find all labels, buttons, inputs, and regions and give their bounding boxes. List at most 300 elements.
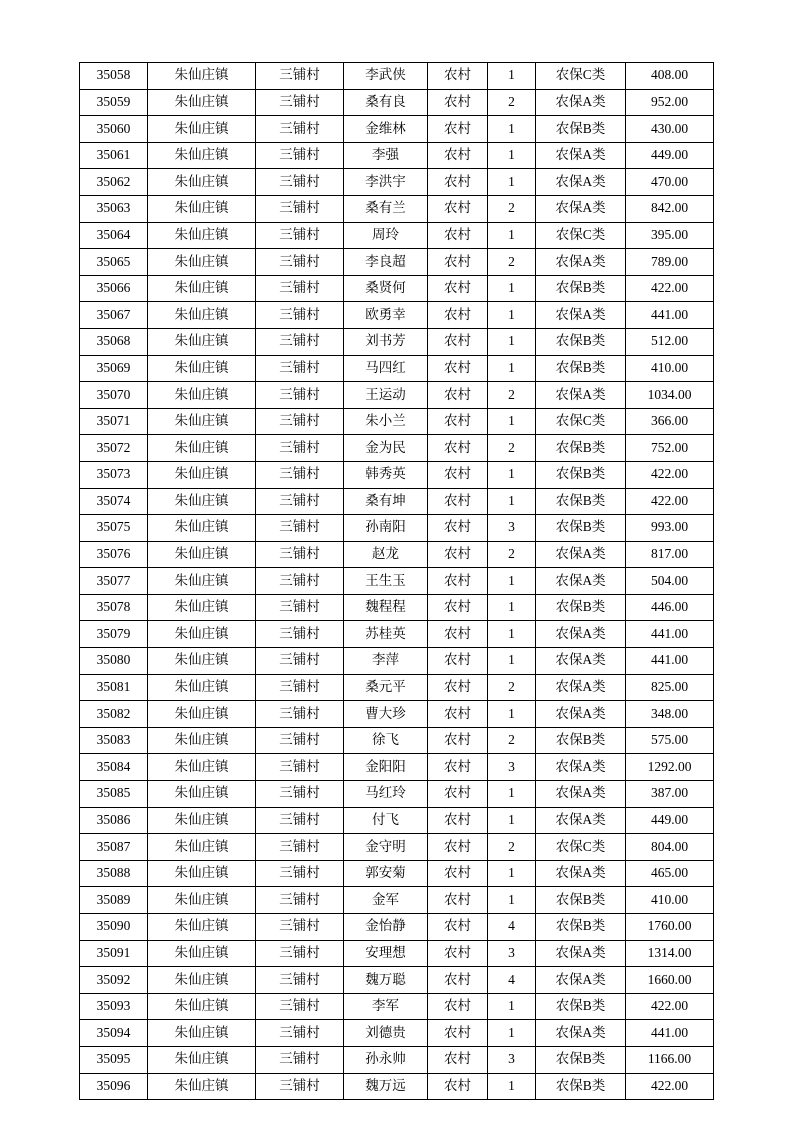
row-town: 朱仙庄镇 [148,222,256,249]
row-person-count: 1 [488,568,536,595]
row-amount: 1314.00 [626,940,714,967]
row-name: 金军 [344,887,428,914]
row-amount: 410.00 [626,887,714,914]
row-name: 李良超 [344,249,428,276]
row-person-count: 2 [488,834,536,861]
row-amount: 1760.00 [626,914,714,941]
row-household-type: 农村 [428,275,488,302]
row-village: 三铺村 [256,1046,344,1073]
row-insurance-category: 农保A类 [536,249,626,276]
row-village: 三铺村 [256,701,344,728]
row-household-type: 农村 [428,1046,488,1073]
row-town: 朱仙庄镇 [148,1020,256,1047]
row-household-type: 农村 [428,860,488,887]
row-village: 三铺村 [256,940,344,967]
table-row [80,701,714,728]
row-id: 35070 [80,382,148,409]
table-row [80,169,714,196]
row-town: 朱仙庄镇 [148,435,256,462]
row-town: 朱仙庄镇 [148,648,256,675]
row-town: 朱仙庄镇 [148,249,256,276]
row-insurance-category: 农保B类 [536,355,626,382]
row-village: 三铺村 [256,408,344,435]
row-insurance-category: 农保B类 [536,435,626,462]
row-name: 桑有兰 [344,195,428,222]
row-person-count: 1 [488,887,536,914]
row-village: 三铺村 [256,993,344,1020]
row-household-type: 农村 [428,887,488,914]
row-village: 三铺村 [256,435,344,462]
row-town: 朱仙庄镇 [148,195,256,222]
row-amount: 993.00 [626,515,714,542]
row-person-count: 1 [488,355,536,382]
row-person-count: 1 [488,63,536,90]
row-amount: 825.00 [626,674,714,701]
row-person-count: 1 [488,142,536,169]
row-village: 三铺村 [256,914,344,941]
row-town: 朱仙庄镇 [148,1046,256,1073]
row-insurance-category: 农保B类 [536,328,626,355]
row-insurance-category: 农保B类 [536,275,626,302]
row-household-type: 农村 [428,461,488,488]
row-village: 三铺村 [256,249,344,276]
row-household-type: 农村 [428,63,488,90]
row-household-type: 农村 [428,249,488,276]
row-name: 桑有良 [344,89,428,116]
row-town: 朱仙庄镇 [148,860,256,887]
row-household-type: 农村 [428,302,488,329]
row-name: 朱小兰 [344,408,428,435]
row-id: 35060 [80,116,148,143]
row-name: 孙永帅 [344,1046,428,1073]
row-village: 三铺村 [256,382,344,409]
row-household-type: 农村 [428,169,488,196]
table-row [80,754,714,781]
subsidy-table [79,62,714,1100]
row-town: 朱仙庄镇 [148,993,256,1020]
row-household-type: 农村 [428,222,488,249]
row-insurance-category: 农保B类 [536,116,626,143]
row-insurance-category: 农保A类 [536,541,626,568]
table-row [80,860,714,887]
row-name: 金守明 [344,834,428,861]
table-row [80,142,714,169]
row-person-count: 1 [488,488,536,515]
row-name: 马红玲 [344,781,428,808]
row-person-count: 2 [488,727,536,754]
row-town: 朱仙庄镇 [148,275,256,302]
table-row [80,940,714,967]
row-name: 马四红 [344,355,428,382]
row-amount: 504.00 [626,568,714,595]
row-id: 35058 [80,63,148,90]
row-person-count: 1 [488,594,536,621]
table-row [80,781,714,808]
row-village: 三铺村 [256,860,344,887]
row-id: 35077 [80,568,148,595]
row-person-count: 1 [488,993,536,1020]
row-person-count: 2 [488,674,536,701]
row-amount: 1660.00 [626,967,714,994]
row-person-count: 1 [488,461,536,488]
row-insurance-category: 农保B类 [536,993,626,1020]
row-id: 35092 [80,967,148,994]
row-id: 35083 [80,727,148,754]
row-amount: 1034.00 [626,382,714,409]
row-town: 朱仙庄镇 [148,887,256,914]
row-village: 三铺村 [256,302,344,329]
row-town: 朱仙庄镇 [148,621,256,648]
row-household-type: 农村 [428,89,488,116]
row-id: 35079 [80,621,148,648]
row-insurance-category: 农保A类 [536,1020,626,1047]
row-person-count: 1 [488,169,536,196]
row-person-count: 1 [488,1073,536,1100]
row-name: 李军 [344,993,428,1020]
row-person-count: 3 [488,515,536,542]
row-town: 朱仙庄镇 [148,727,256,754]
row-id: 35087 [80,834,148,861]
row-amount: 842.00 [626,195,714,222]
row-insurance-category: 农保A类 [536,674,626,701]
row-name: 周玲 [344,222,428,249]
row-village: 三铺村 [256,834,344,861]
row-village: 三铺村 [256,727,344,754]
row-amount: 422.00 [626,461,714,488]
row-town: 朱仙庄镇 [148,754,256,781]
row-id: 35085 [80,781,148,808]
row-insurance-category: 农保B类 [536,1073,626,1100]
row-insurance-category: 农保A类 [536,302,626,329]
row-id: 35067 [80,302,148,329]
row-person-count: 1 [488,1020,536,1047]
row-name: 徐飞 [344,727,428,754]
row-town: 朱仙庄镇 [148,674,256,701]
row-household-type: 农村 [428,515,488,542]
row-town: 朱仙庄镇 [148,568,256,595]
table-row [80,275,714,302]
row-village: 三铺村 [256,568,344,595]
row-id: 35072 [80,435,148,462]
row-id: 35089 [80,887,148,914]
row-amount: 512.00 [626,328,714,355]
row-household-type: 农村 [428,914,488,941]
row-name: 王生玉 [344,568,428,595]
row-id: 35062 [80,169,148,196]
row-id: 35091 [80,940,148,967]
row-person-count: 1 [488,860,536,887]
table-row [80,488,714,515]
row-person-count: 2 [488,541,536,568]
row-amount: 465.00 [626,860,714,887]
row-insurance-category: 农保B类 [536,594,626,621]
row-insurance-category: 农保B类 [536,515,626,542]
row-village: 三铺村 [256,887,344,914]
row-name: 桑元平 [344,674,428,701]
row-insurance-category: 农保A类 [536,621,626,648]
table-row [80,461,714,488]
table-body [80,63,714,1100]
table-row [80,515,714,542]
row-town: 朱仙庄镇 [148,302,256,329]
row-name: 金为民 [344,435,428,462]
row-name: 赵龙 [344,541,428,568]
table-row [80,967,714,994]
row-insurance-category: 农保A类 [536,648,626,675]
row-id: 35064 [80,222,148,249]
row-town: 朱仙庄镇 [148,328,256,355]
row-insurance-category: 农保B类 [536,1046,626,1073]
row-amount: 441.00 [626,302,714,329]
row-village: 三铺村 [256,967,344,994]
row-person-count: 2 [488,435,536,462]
row-insurance-category: 农保B类 [536,914,626,941]
row-id: 35068 [80,328,148,355]
row-village: 三铺村 [256,807,344,834]
row-name: 安理想 [344,940,428,967]
row-amount: 441.00 [626,648,714,675]
row-name: 郭安菊 [344,860,428,887]
row-amount: 348.00 [626,701,714,728]
row-name: 李武侠 [344,63,428,90]
row-village: 三铺村 [256,461,344,488]
row-insurance-category: 农保B类 [536,727,626,754]
row-name: 桑有坤 [344,488,428,515]
row-person-count: 2 [488,89,536,116]
row-village: 三铺村 [256,355,344,382]
row-id: 35074 [80,488,148,515]
row-amount: 446.00 [626,594,714,621]
row-insurance-category: 农保B类 [536,461,626,488]
row-id: 35076 [80,541,148,568]
row-amount: 952.00 [626,89,714,116]
row-amount: 422.00 [626,488,714,515]
row-person-count: 1 [488,222,536,249]
row-amount: 789.00 [626,249,714,276]
row-name: 孙南阳 [344,515,428,542]
row-household-type: 农村 [428,993,488,1020]
row-household-type: 农村 [428,116,488,143]
row-household-type: 农村 [428,435,488,462]
table-row [80,993,714,1020]
row-name: 李洪宇 [344,169,428,196]
table-row [80,408,714,435]
row-person-count: 1 [488,302,536,329]
row-town: 朱仙庄镇 [148,940,256,967]
row-household-type: 农村 [428,195,488,222]
row-amount: 422.00 [626,1073,714,1100]
row-person-count: 2 [488,382,536,409]
row-id: 35086 [80,807,148,834]
row-village: 三铺村 [256,169,344,196]
row-person-count: 1 [488,807,536,834]
row-id: 35096 [80,1073,148,1100]
row-household-type: 农村 [428,967,488,994]
row-amount: 422.00 [626,275,714,302]
row-insurance-category: 农保A类 [536,807,626,834]
row-id: 35059 [80,89,148,116]
row-id: 35063 [80,195,148,222]
row-amount: 752.00 [626,435,714,462]
table-row [80,328,714,355]
row-village: 三铺村 [256,63,344,90]
row-household-type: 农村 [428,594,488,621]
row-name: 欧勇幸 [344,302,428,329]
table-row [80,355,714,382]
row-household-type: 农村 [428,1073,488,1100]
row-household-type: 农村 [428,754,488,781]
row-name: 魏万聪 [344,967,428,994]
row-amount: 817.00 [626,541,714,568]
row-household-type: 农村 [428,355,488,382]
row-household-type: 农村 [428,674,488,701]
row-id: 35071 [80,408,148,435]
row-town: 朱仙庄镇 [148,967,256,994]
row-household-type: 农村 [428,142,488,169]
row-name: 李强 [344,142,428,169]
row-town: 朱仙庄镇 [148,169,256,196]
row-village: 三铺村 [256,515,344,542]
row-id: 35080 [80,648,148,675]
row-id: 35094 [80,1020,148,1047]
row-insurance-category: 农保A类 [536,701,626,728]
row-amount: 441.00 [626,1020,714,1047]
row-id: 35093 [80,993,148,1020]
row-village: 三铺村 [256,621,344,648]
table-row [80,648,714,675]
table-row [80,222,714,249]
row-town: 朱仙庄镇 [148,142,256,169]
row-town: 朱仙庄镇 [148,382,256,409]
row-village: 三铺村 [256,142,344,169]
row-household-type: 农村 [428,621,488,648]
row-amount: 395.00 [626,222,714,249]
row-name: 韩秀英 [344,461,428,488]
row-name: 付飞 [344,807,428,834]
row-amount: 470.00 [626,169,714,196]
row-town: 朱仙庄镇 [148,914,256,941]
row-insurance-category: 农保A类 [536,169,626,196]
row-household-type: 农村 [428,940,488,967]
row-household-type: 农村 [428,781,488,808]
row-household-type: 农村 [428,408,488,435]
row-household-type: 农村 [428,382,488,409]
row-name: 刘书芳 [344,328,428,355]
row-household-type: 农村 [428,648,488,675]
row-person-count: 3 [488,940,536,967]
row-amount: 449.00 [626,142,714,169]
row-village: 三铺村 [256,674,344,701]
row-id: 35090 [80,914,148,941]
table-row [80,382,714,409]
row-insurance-category: 农保C类 [536,408,626,435]
row-id: 35095 [80,1046,148,1073]
row-insurance-category: 农保A类 [536,967,626,994]
row-id: 35088 [80,860,148,887]
row-village: 三铺村 [256,541,344,568]
row-person-count: 1 [488,701,536,728]
table-row [80,116,714,143]
row-amount: 441.00 [626,621,714,648]
row-insurance-category: 农保A类 [536,860,626,887]
table-row [80,249,714,276]
row-person-count: 1 [488,781,536,808]
row-name: 金阳阳 [344,754,428,781]
row-insurance-category: 农保B类 [536,887,626,914]
table-row [80,887,714,914]
row-town: 朱仙庄镇 [148,116,256,143]
table-row [80,435,714,462]
row-person-count: 3 [488,1046,536,1073]
row-town: 朱仙庄镇 [148,807,256,834]
row-town: 朱仙庄镇 [148,1073,256,1100]
row-household-type: 农村 [428,701,488,728]
row-town: 朱仙庄镇 [148,63,256,90]
row-person-count: 1 [488,648,536,675]
table-row [80,63,714,90]
table-row [80,621,714,648]
row-town: 朱仙庄镇 [148,834,256,861]
row-household-type: 农村 [428,834,488,861]
row-household-type: 农村 [428,488,488,515]
row-person-count: 1 [488,328,536,355]
row-amount: 422.00 [626,993,714,1020]
row-insurance-category: 农保A类 [536,382,626,409]
row-amount: 366.00 [626,408,714,435]
row-id: 35066 [80,275,148,302]
row-village: 三铺村 [256,195,344,222]
row-insurance-category: 农保A类 [536,940,626,967]
row-village: 三铺村 [256,116,344,143]
row-insurance-category: 农保B类 [536,488,626,515]
table-row [80,1046,714,1073]
row-insurance-category: 农保A类 [536,195,626,222]
row-amount: 804.00 [626,834,714,861]
row-name: 魏万远 [344,1073,428,1100]
row-household-type: 农村 [428,568,488,595]
row-amount: 408.00 [626,63,714,90]
row-name: 曹大珍 [344,701,428,728]
row-village: 三铺村 [256,648,344,675]
row-person-count: 4 [488,914,536,941]
row-insurance-category: 农保A类 [536,568,626,595]
row-village: 三铺村 [256,1020,344,1047]
row-person-count: 1 [488,275,536,302]
row-insurance-category: 农保C类 [536,834,626,861]
row-insurance-category: 农保A类 [536,142,626,169]
row-id: 35075 [80,515,148,542]
row-person-count: 1 [488,621,536,648]
row-town: 朱仙庄镇 [148,594,256,621]
row-household-type: 农村 [428,1020,488,1047]
row-village: 三铺村 [256,488,344,515]
table-row [80,807,714,834]
row-amount: 575.00 [626,727,714,754]
row-person-count: 4 [488,967,536,994]
table-row [80,674,714,701]
row-name: 魏程程 [344,594,428,621]
row-town: 朱仙庄镇 [148,461,256,488]
row-village: 三铺村 [256,1073,344,1100]
row-amount: 449.00 [626,807,714,834]
row-town: 朱仙庄镇 [148,541,256,568]
row-person-count: 2 [488,249,536,276]
row-insurance-category: 农保A类 [536,781,626,808]
row-amount: 1166.00 [626,1046,714,1073]
row-household-type: 农村 [428,807,488,834]
row-id: 35073 [80,461,148,488]
table-row [80,727,714,754]
